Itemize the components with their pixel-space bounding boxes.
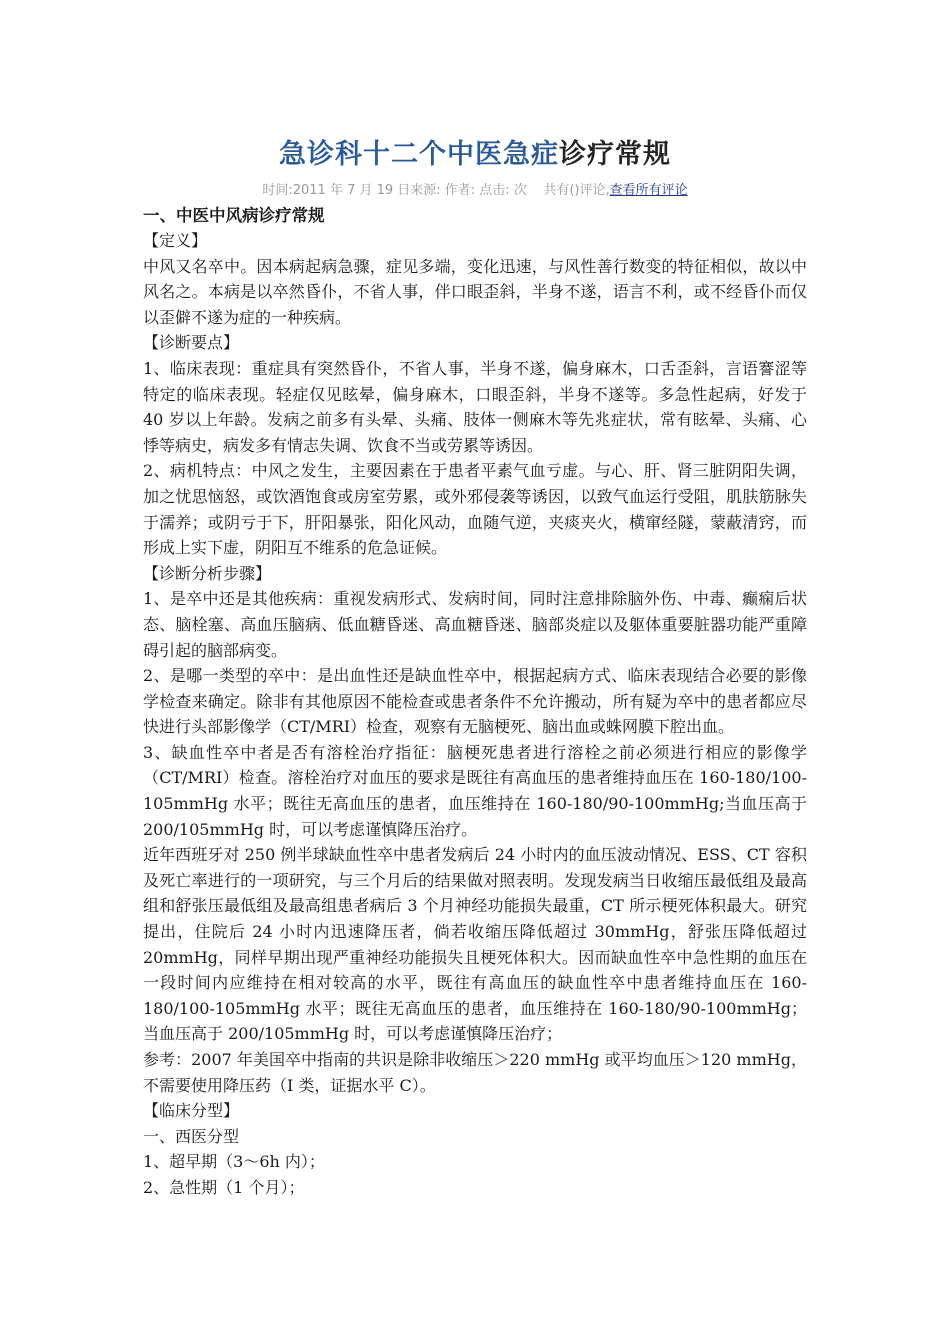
paragraph: 【诊断分析步骤】 <box>143 563 272 583</box>
paragraph: 1、临床表现：重症具有突然昏仆，不省人事，半身不遂，偏身麻木，口舌歪斜，言语謇涩等特定的临床表现。轻症仅见眩晕，偏身麻木，口眼歪斜，半身不遂等。多急性起病，好发于 40 岁以上年龄。发病之前多有头晕、头痛、肢体一侧麻木等先兆症状，常有眩晕、头痛、心悸等病史，病发多有情志失调、饮食不当或劳累等诱因。 <box>143 358 807 455</box>
paragraph: 3、缺血性卒中者是否有溶栓治疗指征：脑梗死患者进行溶栓之前必须进行相应的影像学（CT/MRI）检查。溶栓治疗对血压的要求是既往有高血压的患者维持血压在 160-180/100-105mmHg 水平；既往无高血压的患者，血压维持在 160-180/90-100mmHg;当血压高于 200/105mmHg 时，可以考虑谨慎降压治疗。 <box>143 742 807 839</box>
title-highlight: 急诊科十二个中医急症 <box>279 139 559 170</box>
paragraph: 参考：2007 年美国卒中指南的共识是除非收缩压＞220 mmHg 或平均血压＞120 mmHg，不需要使用降压药（I 类，证据水平 C）。 <box>143 1050 807 1095</box>
paragraph: 2、急性期（1 个月）； <box>143 1177 305 1197</box>
paragraph: 【临床分型】 <box>143 1101 240 1121</box>
paragraph: 1、是卒中还是其他疾病：重视发病形式、发病时间，同时注意排除脑外伤、中毒、癫痫后状态、脑栓塞、高血压脑病、低血糖昏迷、高血糖昏迷、脑部炎症以及躯体重要脏器功能严重障碍引起的脑部病变。 <box>143 589 807 660</box>
meta-text: 时间:2011 年 7 月 19 日来源: 作者: 点击: 次 共有()评论, <box>262 183 610 198</box>
view-all-comments-link[interactable]: 查看所有评论 <box>609 183 688 198</box>
page-title <box>143 132 807 171</box>
article-meta <box>143 179 807 198</box>
paragraph: 【定义】 <box>143 231 208 250</box>
article-body <box>143 228 807 1201</box>
document-page <box>143 120 807 1201</box>
paragraph: 一、西医分型 <box>143 1126 240 1146</box>
paragraph: 1、超早期（3～6h 内）； <box>143 1152 325 1172</box>
paragraph: 【诊断要点】 <box>143 333 240 353</box>
paragraph: 中风又名卒中。因本病起病急骤，症见多端，变化迅速，与风性善行数变的特征相似，故以中风名之。本病是以卒然昏仆，不省人事，伴口眼歪斜，半身不遂，语言不利，或不经昏仆而仅以歪僻不遂为症的一种疾病。 <box>143 256 807 327</box>
paragraph: 2、病机特点：中风之发生，主要因素在于患者平素气血亏虚。与心、肝、肾三脏阴阳失调，加之忧思恼怒，或饮酒饱食或房室劳累，或外邪侵袭等诱因，以致气血运行受阻，肌肤筋脉失于濡养；或阴亏于下，肝阳暴张，阳化风动，血随气逆，夹痰夹火，横窜经隧，蒙蔽清窍，而形成上实下虚，阴阳互不维系的危急证候。 <box>143 461 807 558</box>
section-heading: 一、中医中风病诊疗常规 <box>143 206 325 225</box>
paragraph: 2、是哪一类型的卒中：是出血性还是缺血性卒中，根据起病方式、临床表现结合必要的影像学检查来确定。除非有其他原因不能检查或患者条件不允许搬动，所有疑为卒中的患者都应尽快进行头部影像学（CT/MRI）检查，观察有无脑梗死、脑出血或蛛网膜下腔出血。 <box>143 666 807 737</box>
title-rest: 诊疗常规 <box>559 139 671 170</box>
paragraph: 近年西班牙对 250 例半球缺血性卒中患者发病后 24 小时内的血压波动情况、ESS、CT 容积及死亡率进行的一项研究，与三个月后的结果做对照表明。发现发病当日收缩压最低组及最高组和舒张压最低组及最高组患者病后 3 个月神经功能损失最重，CT 所示梗死体积最大。研究提出，住院后 24 小时内迅速降压者，倘若收缩压降低超过 30mmHg，舒张压降低超过 20mmHg，同样早期出现严重神经功能损失且梗死体积大。因而缺血性卒中急性期的血压在一段时间内应维持在相对较高的水平，既往有高血压的缺血性卒中患者维持血压在 160-180/100-105mmHg 水平；既往无高血压的患者，血压维持在 160-180/90-100mmHg；当血压高于 200/105mmHg 时，可以考虑谨慎降压治疗； <box>143 845 807 1044</box>
